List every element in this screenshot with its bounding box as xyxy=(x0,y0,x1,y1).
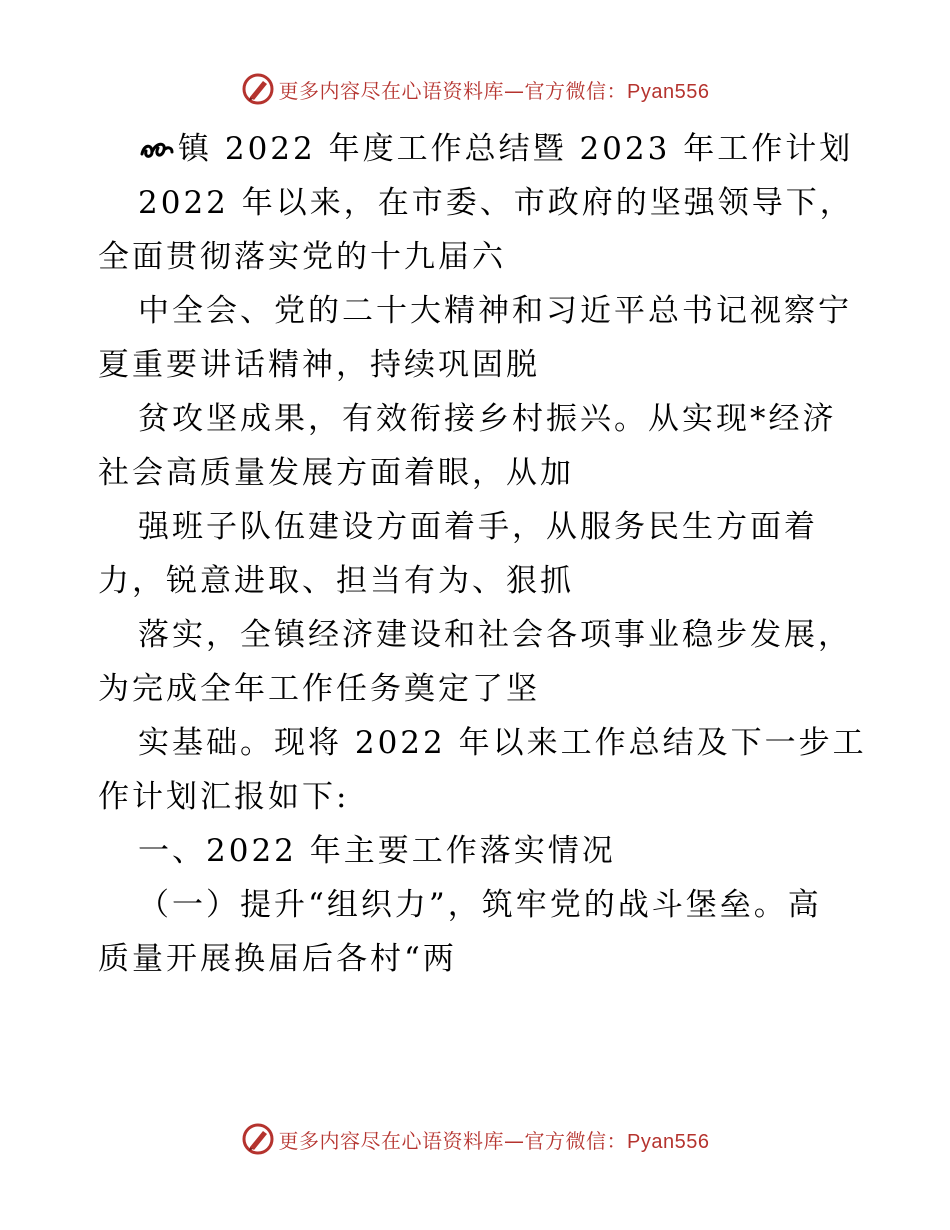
document-body xyxy=(98,122,867,986)
paragraph-line: 强班子队伍建设方面着手，从服务民生方面着 xyxy=(138,509,818,545)
paragraph-line: 力，锐意进取、担当有为、狠抓 xyxy=(98,563,574,599)
paragraph-line: 中全会、党的二十大精神和习近平总书记视察宁 xyxy=(138,293,852,329)
paragraph-line: 落实，全镇经济建设和社会各项事业稳步发展， xyxy=(138,617,852,653)
wechat-id: Pyan556 xyxy=(627,80,710,103)
section-heading: 一、2022 年主要工作落实情况 xyxy=(138,833,616,869)
paragraph-line: 2022 年以来，在市委、市政府的坚强领导下， xyxy=(138,185,854,221)
paragraph-line: 全面贯彻落实党的十九届六 xyxy=(98,239,506,275)
pen-logo-icon xyxy=(241,72,275,106)
decorative-glyph-icon xyxy=(138,134,176,164)
paragraph-line: 贫攻坚成果，有效衔接乡村振兴。从实现*经济 xyxy=(138,401,837,437)
paragraph-line: 作计划汇报如下: xyxy=(98,779,350,815)
banner-text: 更多内容尽在心语资料库—官方微信：Pyan556 xyxy=(278,1128,710,1153)
paragraph-line: 社会高质量发展方面着眼，从加 xyxy=(98,455,574,491)
document-title: 镇 2022 年度工作总结暨 2023 年工作计划 xyxy=(98,122,858,176)
footer-watermark-banner xyxy=(0,1122,950,1156)
paragraph-line: 夏重要讲话精神，持续巩固脱 xyxy=(98,347,540,383)
pen-logo-icon xyxy=(241,1122,275,1156)
paragraph-line: 为完成全年工作任务奠定了坚 xyxy=(98,671,540,707)
subsection-heading: （一）提升“组织力”，筑牢党的战斗堡垒。高 xyxy=(138,887,822,923)
banner-text: 更多内容尽在心语资料库—官方微信：Pyan556 xyxy=(278,78,710,103)
paragraph-line: 实基础。现将 2022 年以来工作总结及下一步工 xyxy=(138,725,867,761)
wechat-id: Pyan556 xyxy=(627,1130,710,1153)
paragraph-line: 质量开展换届后各村“两 xyxy=(98,941,457,977)
header-watermark-banner xyxy=(0,72,950,106)
